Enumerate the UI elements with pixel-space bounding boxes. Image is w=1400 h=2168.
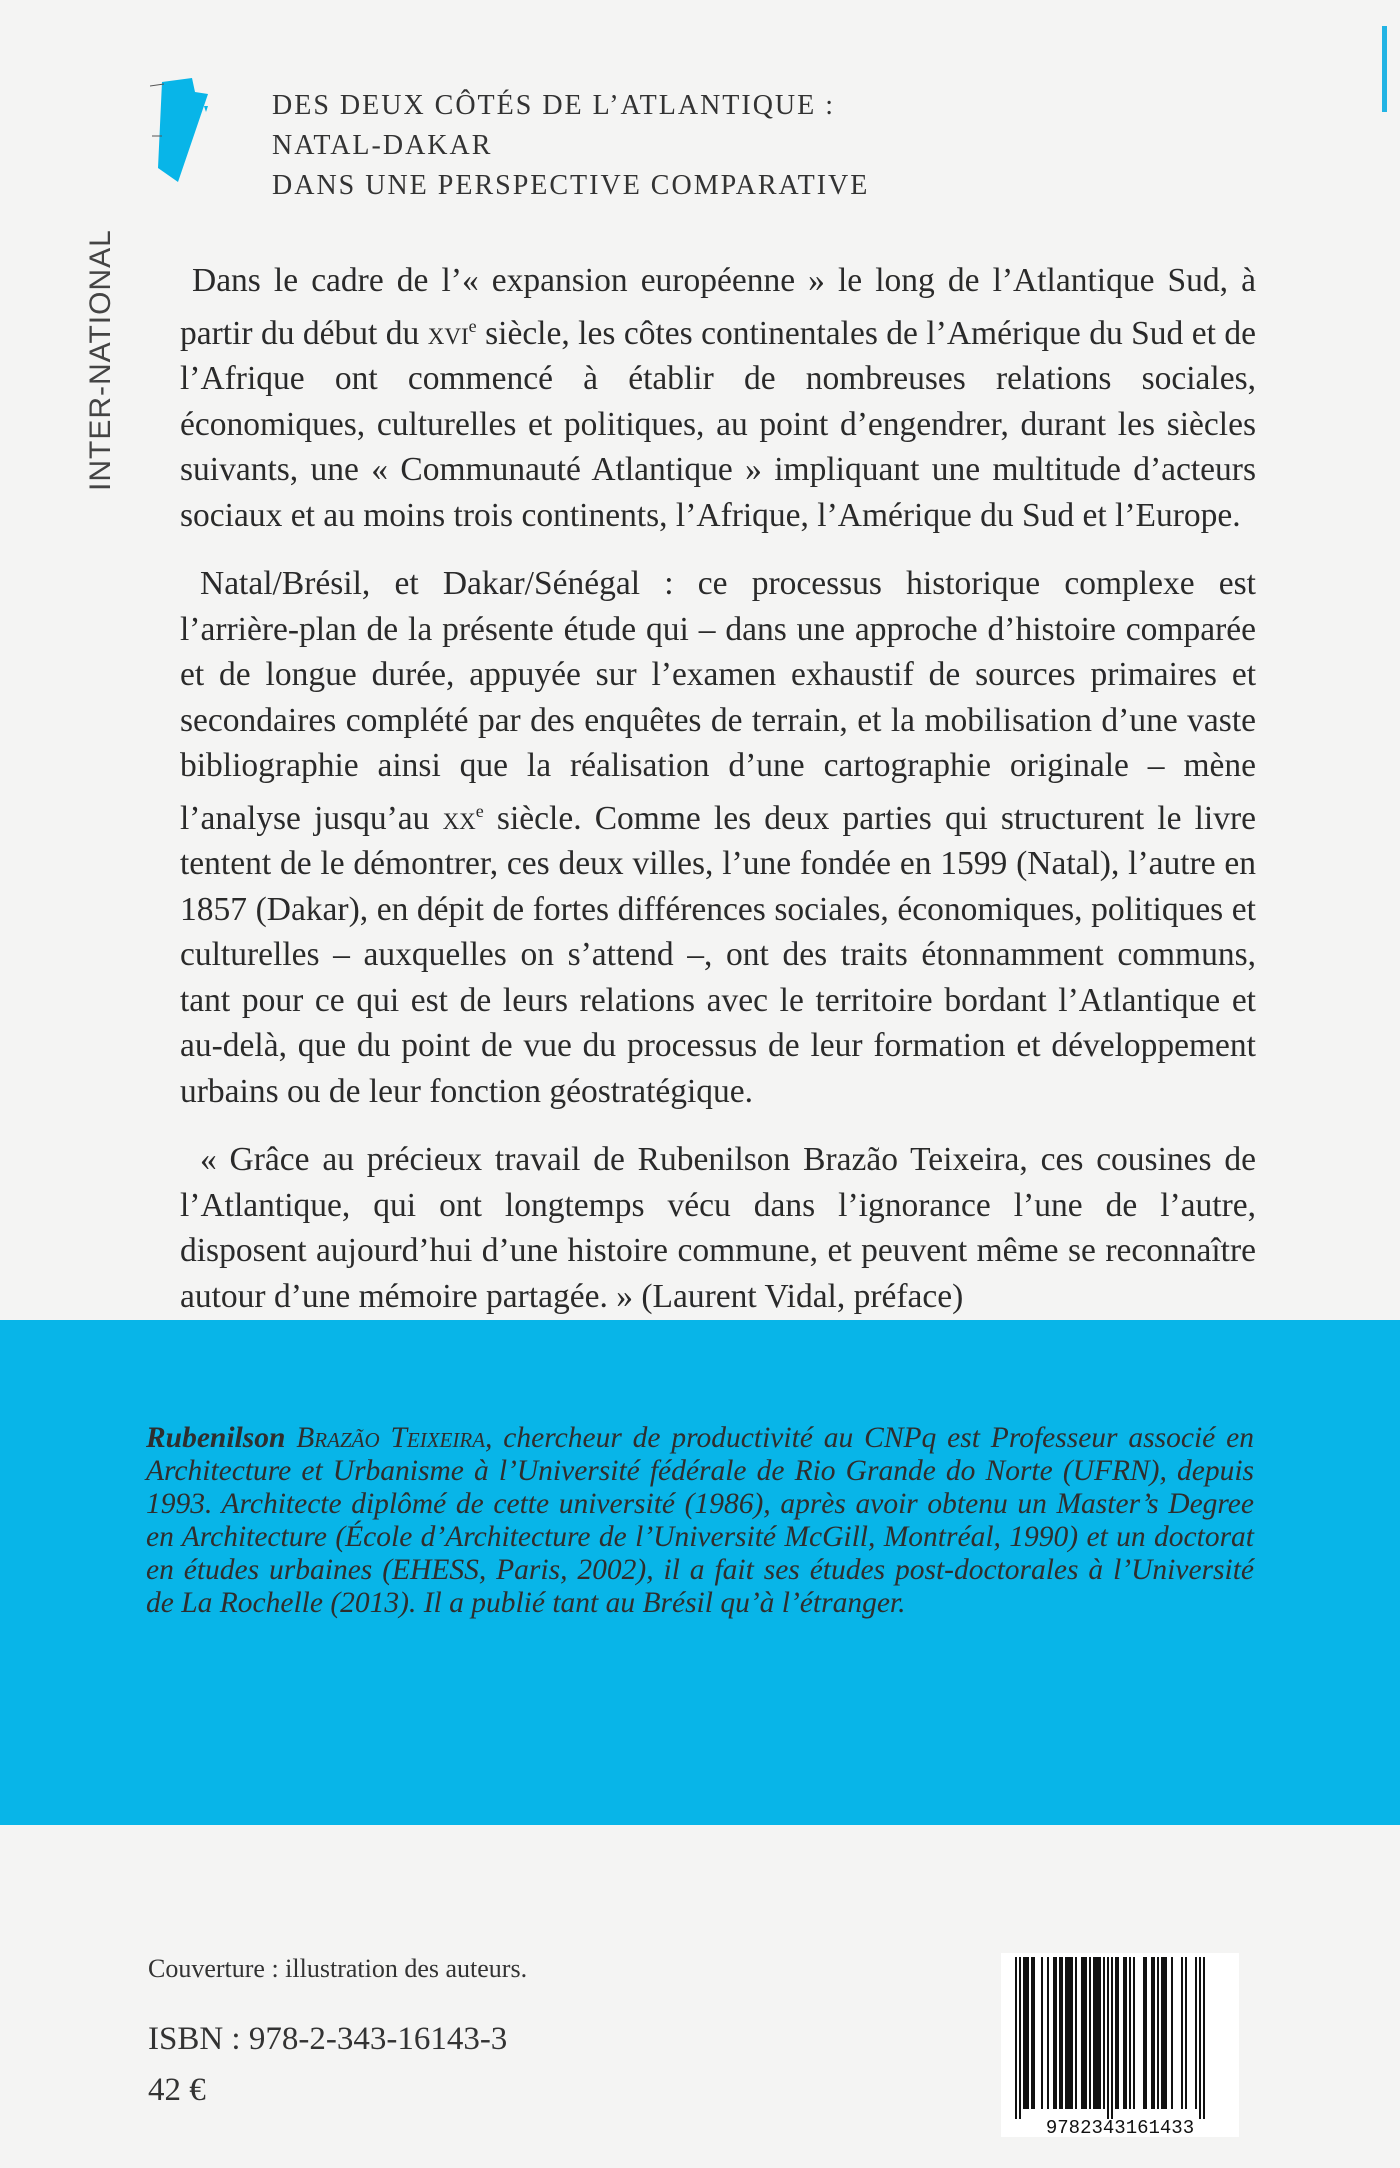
summary-paragraph-1: Dans le cadre de l’« expansion européenne » le long de l’Atlantique Sud, à partir du début du xvi$^e$ siècle, les côtes continentales de l’Amérique du Sud et de l’Afrique ont commencé à établir de nombreuses relations sociales, économiques, culturelles et politiques, au point d’engendrer, durant les siècles suivants, une « Communauté Atlantique » impliquant une multitude d’acteurs sociaux et au moins trois continents, l’Afrique, l’Amérique du Sud et l’Europe. [180,262,1256,534]
collection-name: INTER-NATIONAL [84,229,117,491]
title-line-3: DANS UNE PERSPECTIVE COMPARATIVE [272,170,870,201]
barcode-bar [1103,1957,1105,2109]
barcode-bar [1069,1957,1071,2109]
map-fragment-logo-icon [150,72,260,192]
barcode-bar [1125,1957,1127,2109]
barcode-bar [1123,1957,1125,2109]
barcode-bar [1129,1957,1131,2109]
barcode-bar [1085,1957,1087,2109]
barcode-bar [1019,1957,1021,2119]
barcode-bar [1031,1957,1033,2109]
book-summary [180,258,1256,1342]
barcode-bar [1061,1957,1063,2109]
barcode-bar [1163,1957,1165,2109]
barcode-bar [1153,1957,1155,2109]
barcode-bar [1055,1957,1057,2109]
barcode-bar [1033,1957,1035,2109]
barcode-bar [1111,1957,1113,2119]
barcode-bar [1181,1957,1183,2109]
barcode-bar [1047,1957,1049,2109]
title-line-2: NATAL-DAKAR [272,130,493,161]
book-title [272,86,1272,206]
barcode-bar [1025,1957,1027,2109]
barcode-bar [1115,1957,1117,2109]
barcode-bar [1107,1957,1109,2119]
barcode-bar [1151,1957,1153,2109]
author-bio [146,1422,1254,1620]
barcode-bar [1143,1957,1145,2109]
barcode-bar [1027,1957,1029,2109]
barcode-bar [1081,1957,1083,2109]
barcode-bar [1067,1957,1069,2109]
barcode-bar [1053,1957,1055,2109]
edge-color-mark [1382,26,1387,112]
barcode-bar [1097,1957,1099,2109]
barcode-bar [1093,1957,1095,2109]
barcode-bar [1165,1957,1167,2109]
barcode-bar [1095,1957,1097,2109]
barcode-bar [1199,1957,1201,2119]
title-line-1: DES DEUX CÔTÉS DE L’ATLANTIQUE : [272,90,836,121]
barcode-number: 9782343161433 [1045,2117,1195,2137]
barcode-bar [1133,1957,1135,2109]
author-bio-text: , chercheur de productivité au CNPq est Professeur associé en Architecture et Urbanisme à l’Université fédérale de Rio Grande do Norte (UFRN), depuis 1993. Architecte diplômé de cette université (1986), après avoir obtenu un Master’s Degree en Architecture (École d’Architecture de l’Université McGill, Montréal, 1990) et un doctorat en études urbaines (EHESS, Paris, 2002), il a fait ses études post-doctorales à l’Université de La Rochelle (2013). Il a publié tant au Brésil qu’à l’étranger. [146,1422,1255,1619]
barcode-bar [1203,1957,1205,2119]
barcode-bar [1071,1957,1073,2109]
barcode-bar [1023,1957,1025,2109]
author-last-name: Brazão Teixeira [296,1422,486,1454]
barcode-bar [1117,1957,1119,2109]
barcode-bar [1195,1957,1197,2109]
barcode-bar [1065,1957,1067,2109]
barcode-bar [1041,1957,1043,2109]
barcode-bar [1185,1957,1187,2109]
barcode-bar [1145,1957,1147,2109]
barcode-bar [1075,1957,1077,2109]
barcode-bar [1157,1957,1159,2109]
price: 42 € [148,2072,206,2108]
barcode-icon [1001,1953,1239,2137]
barcode-bar [1015,1957,1017,2119]
barcode-bar [1059,1957,1061,2109]
barcode-bar [1089,1957,1091,2109]
cover-credit: Couverture : illustration des auteurs. [148,1954,528,1983]
barcode-bar [1171,1957,1173,2109]
author-first-name: Rubenilson [146,1422,286,1454]
summary-quote: « Grâce au précieux travail de Rubenilson Brazão Teixeira, ces cousines de l’Atlantique, qui ont longtemps vécu dans l’ignorance l’une de l’autre, disposent aujourd’hui d’une histoire commune, et peuvent même se reconnaître autour d’une mémoire partagée. » (Laurent Vidal, préface) [180,1141,1256,1315]
barcode-bar [1161,1957,1163,2109]
isbn: ISBN : 978-2-343-16143-3 [148,2021,508,2057]
barcode-bar [1083,1957,1085,2109]
barcode-bar [1099,1957,1101,2109]
summary-paragraph-2: Natal/Brésil, et Dakar/Sénégal : ce processus historique complexe est l’arrière-plan de la présente étude qui – dans une approche d’histoire comparée et de longue durée, appuyée sur l’examen exhaustif de sources primaires et secondaires complété par des enquêtes de terrain, et la mobilisation d’une vaste bibliographie ainsi que la réalisation d’une cartographie originale – mène l’analyse jusqu’au $xx^e$ siècle. Comme les deux parties qui structurent le livre tentent de le démontrer, ces deux villes, l’une fondée en 1599 (Natal), l’autre en 1857 (Dakar), en dépit de fortes différences sociales, économiques, politiques et culturelles – auxquelles on s’attend –, ont des traits étonnamment communs, tant pour ce qui est de leurs relations avec le territoire bordant l’Atlantique et au-delà, que du point de vue du processus de leur formation et développement urbains ou de leur fonction géostratégique. [180,565,1256,1110]
